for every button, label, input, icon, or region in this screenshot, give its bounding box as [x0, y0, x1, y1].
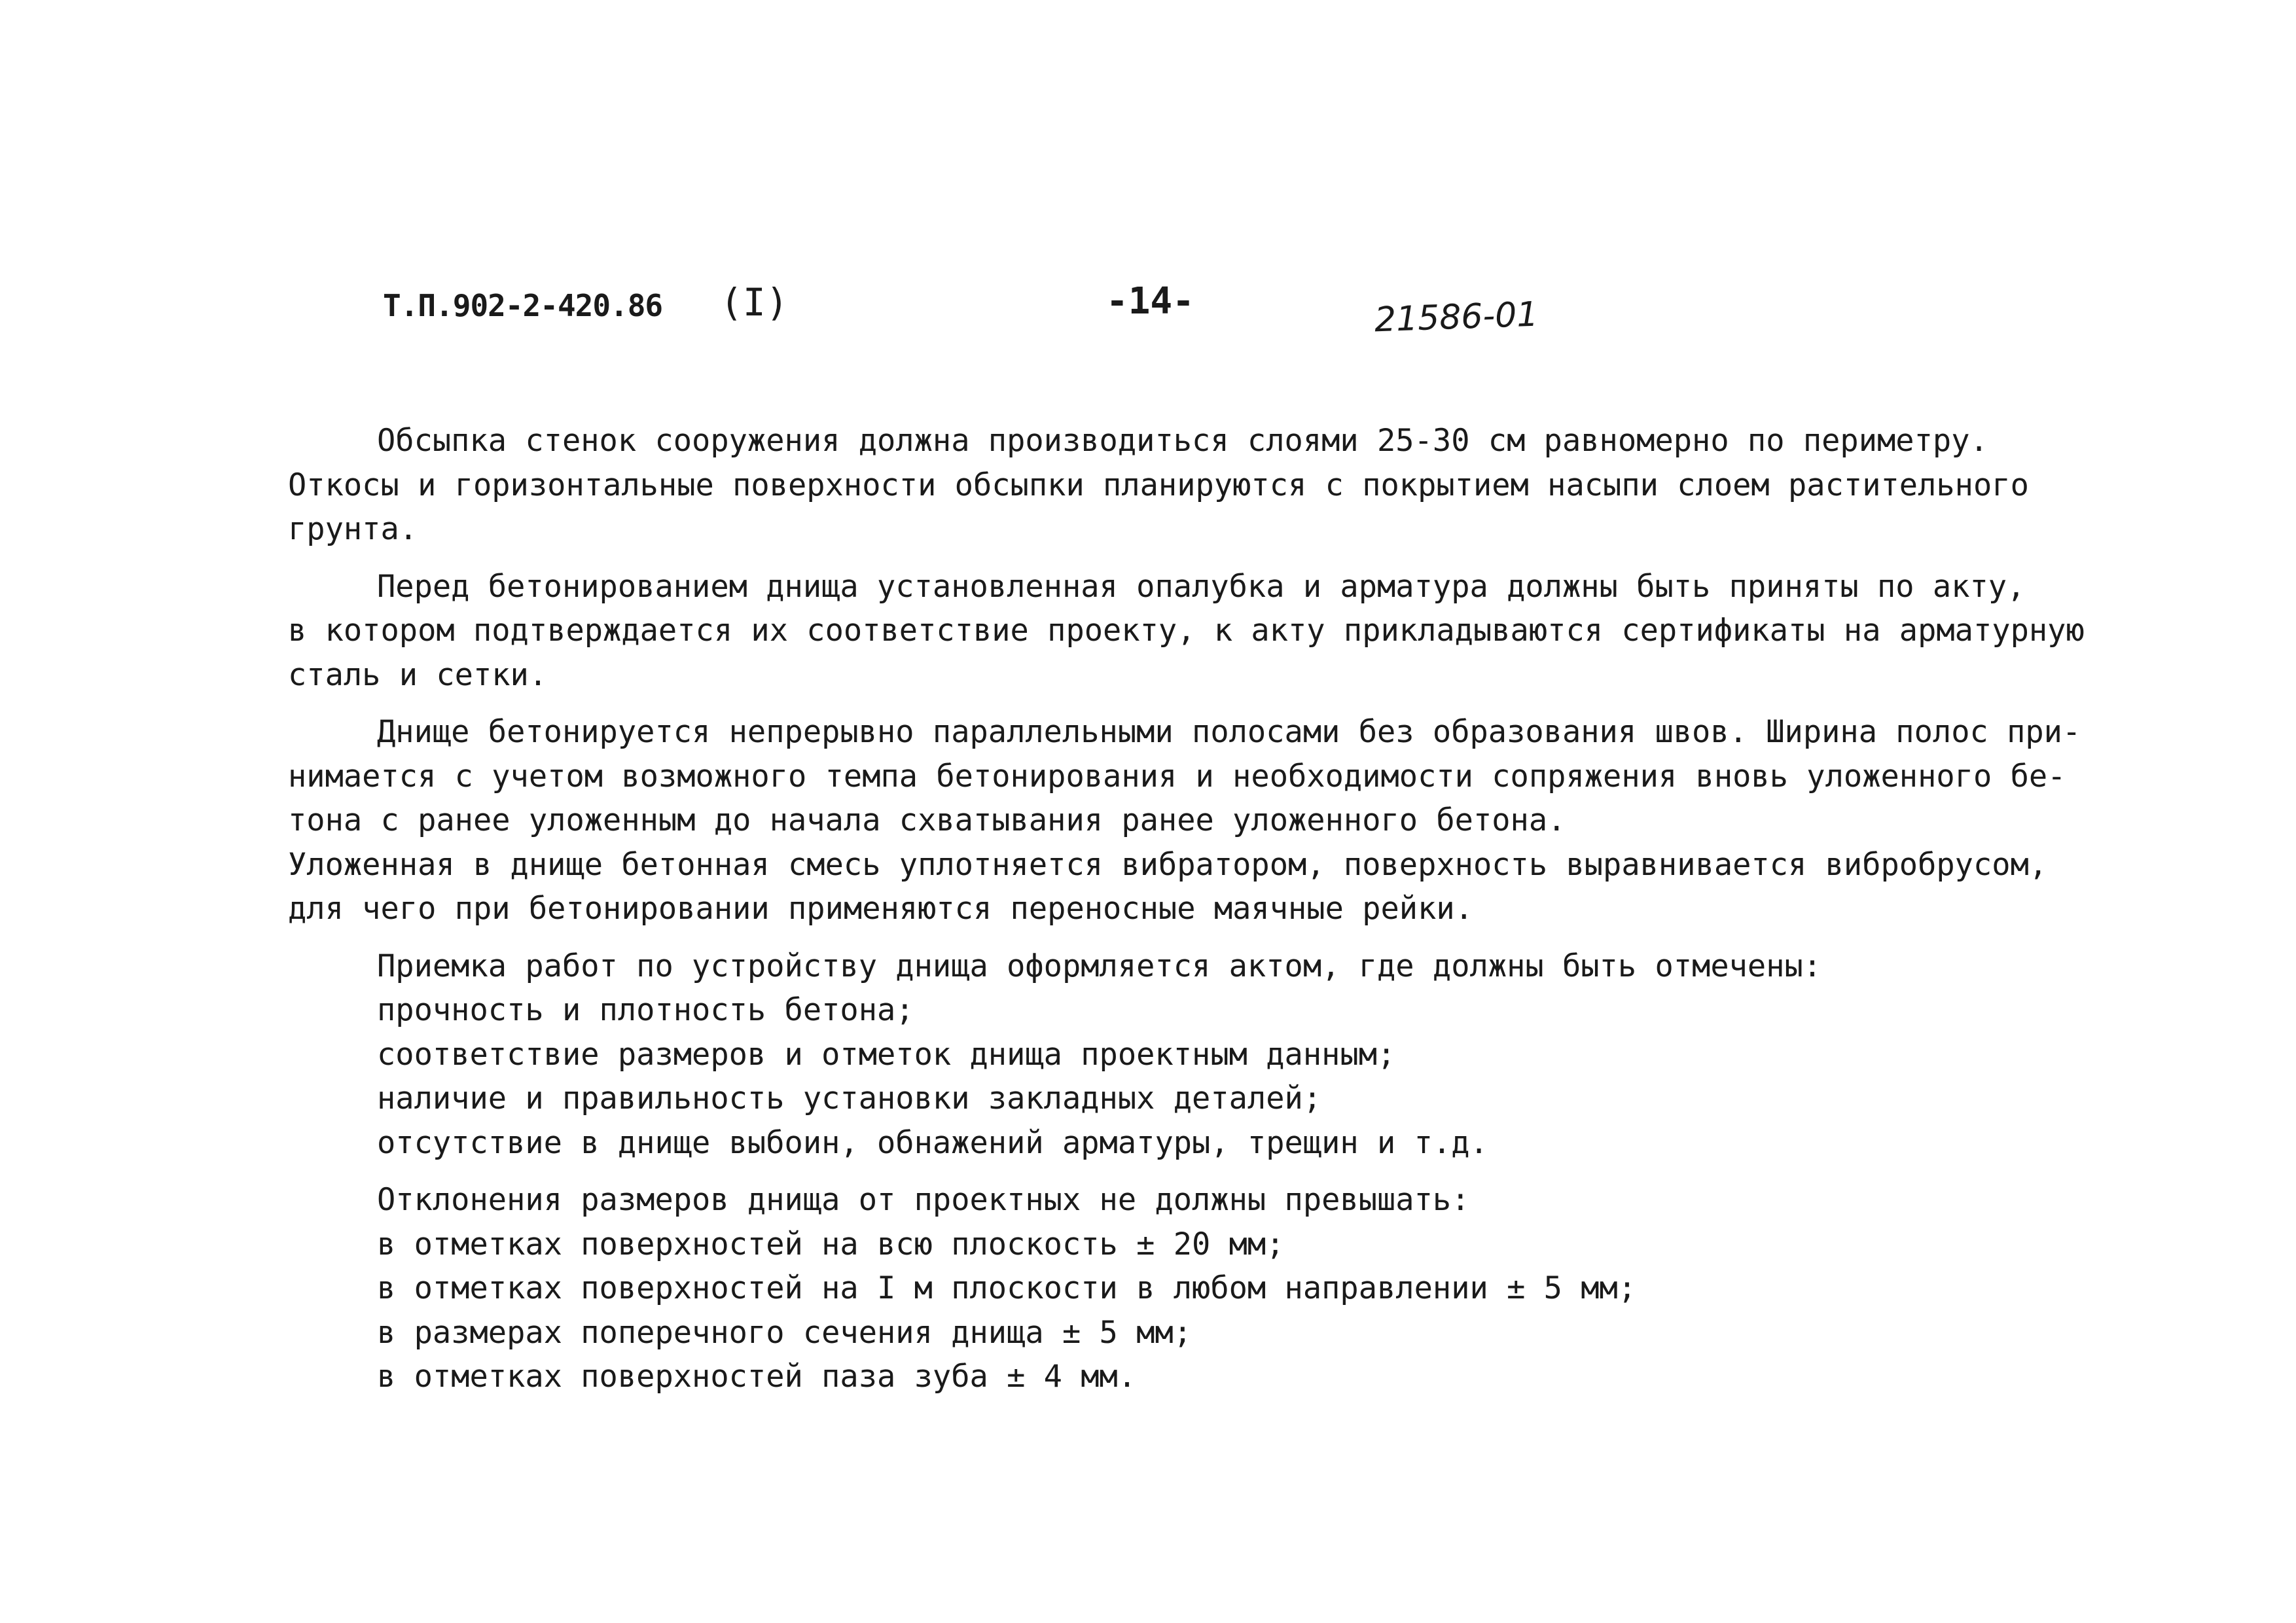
- list-heading: Приемка работ по устройству днища оформляется актом, где должны быть отмечены:: [377, 948, 1822, 984]
- paragraph-line: Откосы и горизонтальные поверхности обсыпки планируются с покрытием насыпи слоем растительного: [288, 467, 2029, 503]
- list-item: в размерах поперечного сечения днища ± 5 мм;: [377, 1314, 1193, 1351]
- paragraph-concreting: [288, 710, 2081, 931]
- body-text: [288, 419, 2085, 1399]
- paragraph-line: нимается с учетом возможного темпа бетонирования и необходимости сопряжения вновь уложенного бе-: [288, 758, 2066, 794]
- acceptance-list: [288, 944, 2055, 1166]
- list-item: в отметках поверхностей паза зуба ± 4 мм.: [377, 1359, 1137, 1395]
- list-item: отсутствие в днище выбоин, обнажений арматуры, трещин и т.д.: [377, 1124, 1488, 1161]
- list-item: прочность и плотность бетона;: [377, 992, 914, 1028]
- paragraph-line: тона с ранее уложенным до начала схватывания ранее уложенного бетона.: [288, 802, 1566, 838]
- list-item: соответствие размеров и отметок днища проектным данным;: [377, 1036, 1396, 1073]
- paragraph-line: грунта.: [288, 511, 418, 547]
- paragraph-line: в котором подтверждается их соответствие проекту, к акту прикладываются сертификаты на арматурную: [288, 613, 2085, 649]
- list-item: в отметках поверхностей на I м плоскости в любом направлении ± 5 мм;: [377, 1270, 1637, 1306]
- paragraph-line: Уложенная в днище бетонная смесь уплотняется вибратором, поверхность выравнивается вибробрусом,: [288, 846, 2048, 883]
- list-item: в отметках поверхностей на всю плоскость ± 20 мм;: [377, 1226, 1285, 1262]
- paragraph-line: Перед бетонированием днища установленная опалубка и арматура должны быть приняты по акту,: [377, 568, 2026, 605]
- list-item: наличие и правильность установки закладных деталей;: [377, 1080, 1322, 1116]
- paragraph-line: сталь и сетки.: [288, 656, 548, 693]
- list-heading: Отклонения размеров днища от проектных не должны превышать:: [377, 1182, 1470, 1218]
- page-number: -14-: [1106, 280, 1194, 323]
- paragraph-line: Днище бетонируется непрерывно параллельными полосами без образования швов. Ширина полос при-: [377, 714, 2081, 750]
- paragraph-line: для чего при бетонировании применяются переносные маячные рейки.: [288, 891, 1473, 927]
- inventory-number: 21586-01: [1374, 294, 1539, 340]
- paragraph-backfill: [288, 419, 2055, 552]
- paragraph-formwork: [288, 565, 2085, 698]
- paragraph-line: Обсыпка стенок сооружения должна производиться слоями 25-30 см равномерно по периметру.: [377, 423, 1988, 459]
- deviations-list: [288, 1178, 2055, 1399]
- document-code: Т.П.902-2-420.86: [383, 288, 663, 323]
- document-mark: (I): [720, 280, 789, 325]
